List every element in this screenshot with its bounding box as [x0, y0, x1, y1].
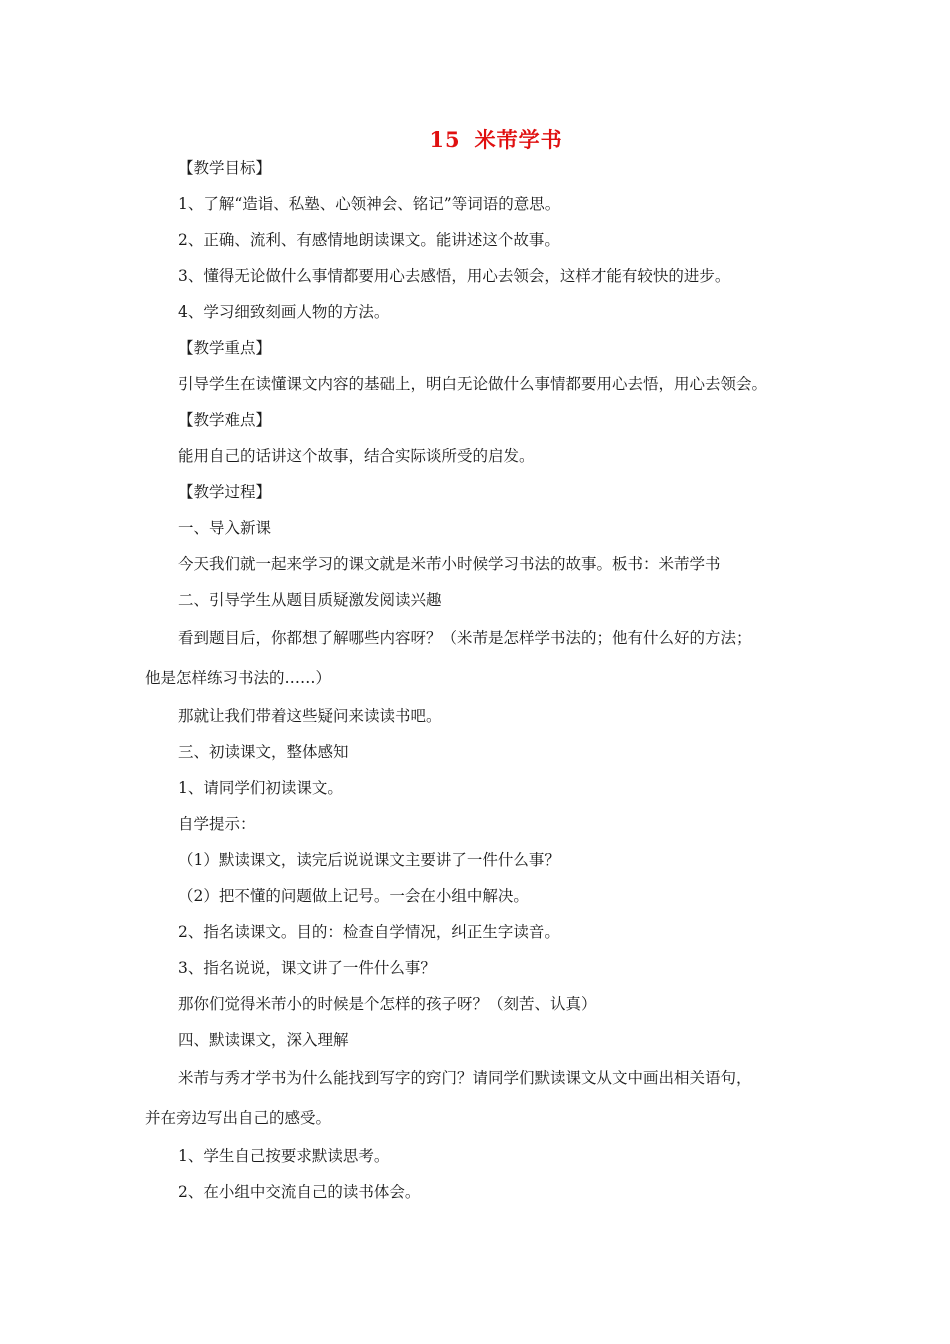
section-heading-difficulties: 【教学难点】 [178, 411, 272, 429]
self-study-hint-label: 自学提示： [178, 815, 256, 833]
step-1-heading: 一、导入新课 [178, 519, 272, 537]
step-1-text: 今天我们就一起来学习的课文就是米芾小时候学习书法的故事。板书：米芾学书 [178, 555, 721, 573]
section-heading-objectives: 【教学目标】 [178, 159, 272, 177]
step-4-item-1: 1、学生自己按要求默读思考。 [178, 1147, 390, 1165]
difficulties-text: 能用自己的话讲这个故事，结合实际谈所受的启发。 [178, 447, 535, 465]
objective-4: 4、学习细致刻画人物的方法。 [178, 303, 390, 321]
step-4-item-2: 2、在小组中交流自己的读书体会。 [178, 1183, 421, 1201]
section-heading-process: 【教学过程】 [178, 483, 272, 501]
step-4-text: 米芾与秀才学书为什么能找到写字的窍门？请同学们默读课文从文中画出相关语句， [178, 1069, 752, 1087]
objective-3: 3、懂得无论做什么事情都要用心去感悟，用心去领会，这样才能有较快的进步。 [178, 267, 731, 285]
step-3-item-2: 2、指名读课文。目的：检查自学情况，纠正生字读音。 [178, 923, 560, 941]
document-body [145, 150, 815, 1210]
key-points-text: 引导学生在读懂课文内容的基础上，明白无论做什么事情都要用心去悟，用心去领会。 [178, 375, 768, 393]
self-study-hint-1: （1）默读课文，读完后说说课文主要讲了一件什么事？ [178, 851, 560, 869]
objective-1: 1、了解“造诣、私塾、心领神会、铭记”等词语的意思。 [178, 195, 561, 213]
step-2-text-2: 那就让我们带着这些疑问来读读书吧。 [178, 707, 442, 725]
step-3-question: 那你们觉得米芾小的时候是个怎样的孩子呀？（刻苦、认真） [178, 995, 597, 1013]
step-2-text: 看到题目后，你都想了解哪些内容呀？（米芾是怎样学书法的；他有什么好的方法； [178, 629, 752, 647]
lesson-number: 15 [429, 127, 461, 152]
section-heading-key-points: 【教学重点】 [178, 339, 272, 357]
step-3-item-3: 3、指名说说，课文讲了一件什么事？ [178, 959, 436, 977]
step-3-heading: 三、初读课文，整体感知 [178, 743, 349, 761]
objective-2: 2、正确、流利、有感情地朗读课文。能讲述这个故事。 [178, 231, 560, 249]
step-2-text-continued: 他是怎样练习书法的……） [145, 669, 332, 687]
self-study-hint-2: （2）把不懂的问题做上记号。一会在小组中解决。 [178, 887, 529, 905]
lesson-title: 米芾学书 [474, 127, 563, 152]
step-2-heading: 二、引导学生从题目质疑激发阅读兴趣 [178, 591, 442, 609]
step-4-text-continued: 并在旁边写出自己的感受。 [145, 1109, 332, 1127]
step-3-item-1: 1、请同学们初读课文。 [178, 779, 343, 797]
step-4-heading: 四、默读课文，深入理解 [178, 1031, 349, 1049]
